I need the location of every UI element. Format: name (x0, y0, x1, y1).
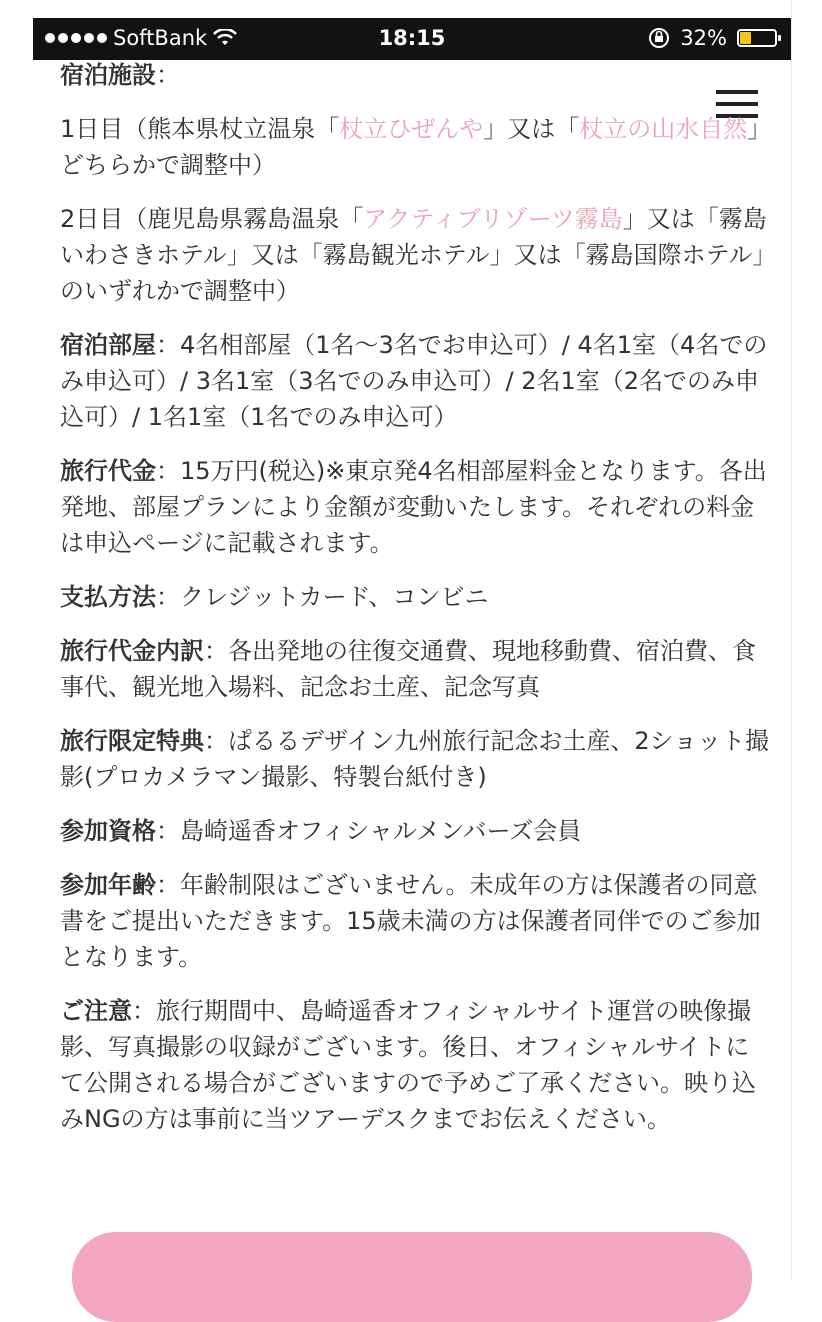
battery-fill (740, 32, 751, 44)
status-time: 18:15 (378, 26, 446, 50)
apply-button[interactable] (72, 1232, 752, 1322)
tour-details (60, 57, 770, 1155)
day2-prefix: 2日目（鹿児島県霧島温泉「 (60, 205, 364, 233)
detail-item (60, 993, 770, 1137)
hotel-link-sansui-shizen[interactable]: 杖立の山水自然 (579, 115, 748, 143)
detail-item (60, 327, 770, 435)
detail-item (60, 453, 770, 561)
battery-percent: 32% (680, 26, 727, 50)
detail-text: ：各出発地の往復交通費、現地移動費、宿泊費、食事代、観光地入場料、記念お土産、記念写真 (60, 637, 756, 701)
detail-item (60, 867, 770, 975)
lodging-label: 宿泊施設 (60, 61, 156, 89)
detail-item (60, 723, 770, 795)
detail-text: ：年齢制限はございません。未成年の方は保護者の同意書をご提出いただきます。15歳未満の方は保護者同伴でのご参加となります。 (60, 871, 761, 971)
detail-label: ご注意 (60, 997, 132, 1025)
day1-suffix: 」どちらかで調整中） (60, 115, 760, 179)
right-margin (791, 0, 822, 1280)
detail-label: 宿泊部屋 (60, 331, 156, 359)
detail-label: 参加資格 (60, 817, 156, 845)
detail-text: ：4名相部屋（1名〜3名でお申込可）/ 4名1室（4名でのみ申込可）/ 3名1室（3名でのみ申込可）/ 2名1室（2名でのみ申込可）/ 1名1室（1名でのみ申込可） (60, 331, 768, 431)
detail-label: 支払方法 (60, 583, 156, 611)
detail-text: ：クレジットカード、コンビニ (156, 583, 489, 611)
day2-suffix: 」又は「霧島いわさきホテル」又は「霧島観光ホテル」又は「霧島国際ホテル」のいずれかで調整中） (60, 205, 767, 305)
day1-mid: 」又は「 (483, 115, 580, 143)
detail-label: 旅行代金 (60, 457, 156, 485)
detail-label: 旅行代金内訳 (60, 637, 204, 665)
detail-label: 旅行限定特典 (60, 727, 204, 755)
detail-text: ：ぱるるデザイン九州旅行記念お土産、2ショット撮影(プロカメラマン撮影、特製台紙付き) (60, 727, 770, 791)
detail-text: ：島崎遥香オフィシャルメンバーズ会員 (156, 817, 582, 845)
rotation-lock-icon (648, 27, 670, 49)
day1-prefix: 1日目（熊本県杖立温泉「 (60, 115, 340, 143)
details-list (60, 327, 770, 1137)
status-bar (33, 18, 791, 60)
hotel-link-active-resorts-kirishima[interactable]: アクティブリゾーツ霧島 (363, 205, 623, 233)
lodging-day2 (60, 201, 770, 309)
status-right (648, 26, 777, 50)
detail-item (60, 813, 770, 849)
carrier-name: SoftBank (113, 26, 208, 50)
left-margin (0, 0, 32, 1280)
lodging-label-sep: ： (156, 61, 180, 89)
lodging-day1 (60, 111, 770, 183)
battery-icon (737, 29, 777, 47)
hotel-link-hizenya[interactable]: 杖立ひぜんや (339, 115, 484, 143)
detail-text: ：旅行期間中、島崎遥香オフィシャルサイト運営の映像撮影、写真撮影の収録がございます。後日、オフィシャルサイトにて公開される場合がございますので予めご了承ください。映り込みNGの方は事前に当ツアーデスクまでお伝えください。 (60, 997, 756, 1133)
detail-label: 参加年齢 (60, 871, 156, 899)
lodging-heading (60, 57, 770, 93)
detail-item (60, 579, 770, 615)
detail-item (60, 633, 770, 705)
detail-text: ：15万円(税込)※東京発4名相部屋料金となります。各出発地、部屋プランにより金額が変動いたします。それぞれの料金は申込ページに記載されます。 (60, 457, 767, 557)
